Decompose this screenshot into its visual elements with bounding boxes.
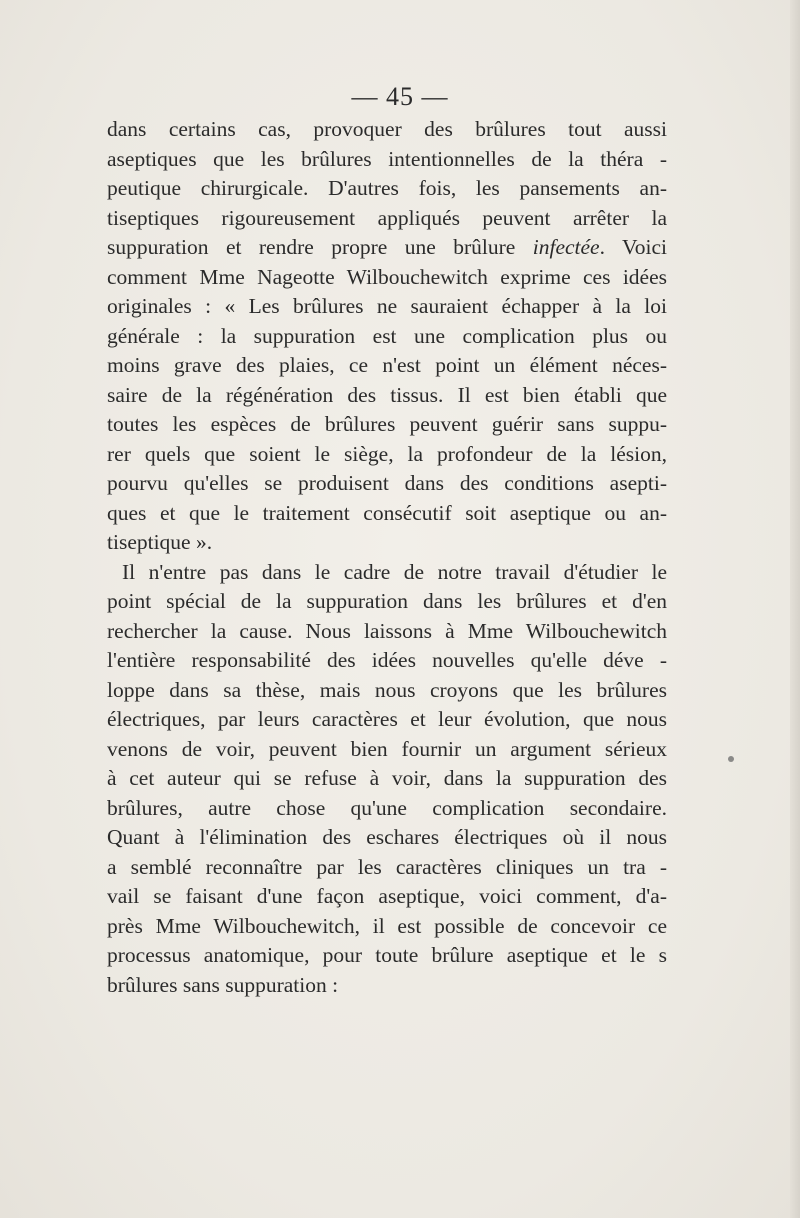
text-line: tiseptique ».	[107, 530, 213, 554]
text-line: suppuration et rendre propre une brûlure infectée. Voici	[107, 235, 668, 259]
text-line: point spécial de la suppuration dans les brûlures et d'en	[107, 589, 667, 613]
text-line: moins grave des plaies, ce n'est point un élément néces-	[107, 353, 667, 377]
text-line: brûlures, autre chose qu'une complication secondaire.	[107, 795, 667, 820]
text-line: processus anatomique, pour toute brûlure aseptique et le s	[107, 943, 667, 967]
text-line: ques et que le traitement consécutif soit aseptique ou an-	[107, 500, 667, 525]
text-line: comment Mme Nageotte Wilbouchewitch exprime ces idées	[107, 264, 667, 289]
text-line: à cet auteur qui se refuse à voir, dans la suppuration des	[107, 766, 667, 790]
text-line: près Mme Wilbouchewitch, il est possible de concevoir ce	[107, 913, 667, 938]
ink-speck	[728, 756, 734, 762]
paragraph-start-line: Il n'entre pas dans le cadre de notre travail d'étudier le	[122, 559, 667, 584]
text-line: loppe dans sa thèse, mais nous croyons que les brûlures	[107, 677, 667, 702]
text-line: brûlures sans suppuration :	[107, 972, 339, 997]
text-line: toutes les espèces de brûlures peuvent guérir sans suppu-	[107, 412, 667, 436]
text-line: vail se faisant d'une façon aseptique, voici comment, d'a-	[107, 884, 667, 908]
page-number: — 45 —	[351, 82, 449, 111]
text-line: aseptiques que les brûlures intentionnelles de la théra -	[107, 146, 667, 171]
text-line: l'entière responsabilité des idées nouvelles qu'elle déve -	[107, 648, 667, 672]
text-line: originales : « Les brûlures ne sauraient échapper à la loi	[107, 294, 667, 318]
text-line: rechercher la cause. Nous laissons à Mme Wilbouchewitch	[107, 618, 667, 643]
text-line: venons de voir, peuvent bien fournir un argument sérieux	[107, 736, 667, 761]
text-line: générale : la suppuration est une complication plus ou	[107, 323, 667, 348]
text-line: peutique chirurgicale. D'autres fois, les pansements an-	[107, 176, 667, 200]
text-line: saire de la régénération des tissus. Il est bien établi que	[107, 382, 667, 407]
text-line: a semblé reconnaître par les caractères cliniques un tra -	[107, 854, 667, 879]
text-line: dans certains cas, provoquer des brûlures tout aussi	[107, 117, 667, 141]
page-edge	[790, 0, 800, 1218]
body-text	[107, 115, 667, 1000]
text-line: Quant à l'élimination des eschares électriques où il nous	[107, 825, 667, 849]
italic-word: infectée	[532, 235, 600, 259]
text-line: rer quels que soient le siège, la profondeur de la lésion,	[107, 441, 667, 466]
text-line: électriques, par leurs caractères et leur évolution, que nous	[107, 707, 667, 731]
text-line: pourvu qu'elles se produisent dans des conditions asepti-	[107, 471, 667, 495]
text-line: tiseptiques rigoureusement appliqués peuvent arrêter la	[107, 205, 667, 230]
